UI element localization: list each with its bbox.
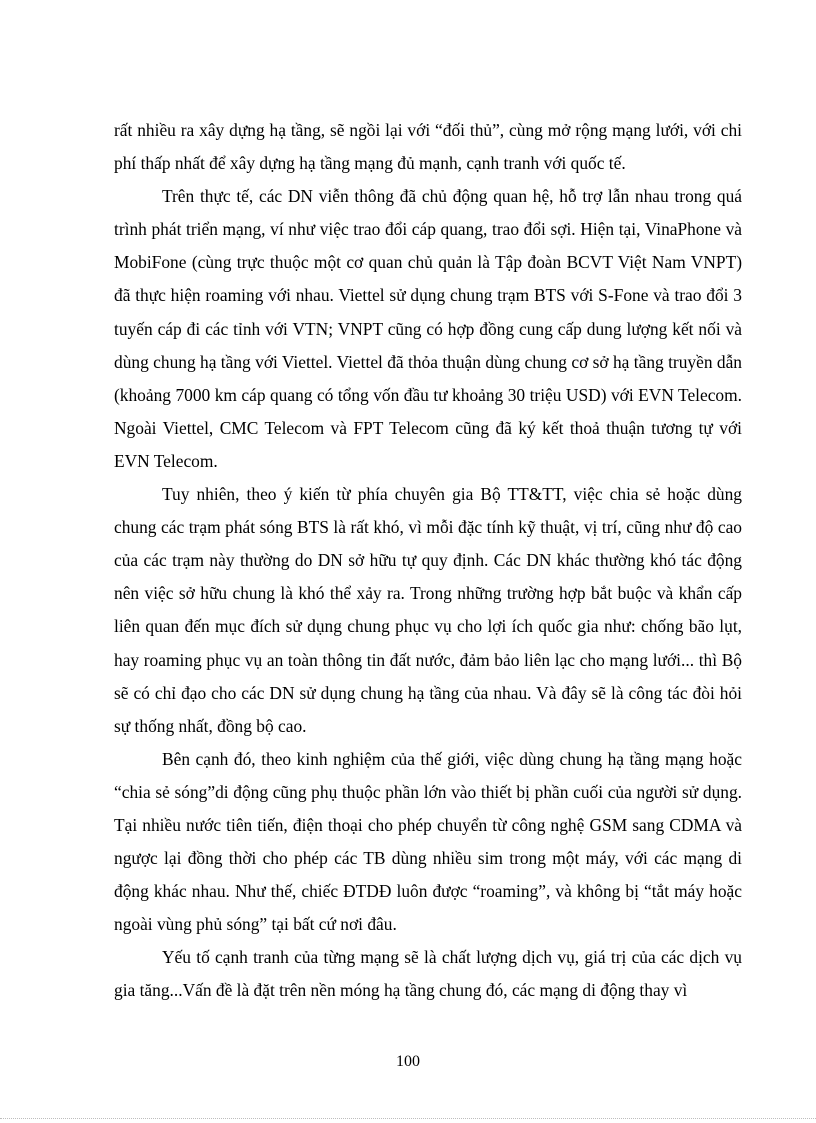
page-number: 100 — [396, 1053, 420, 1070]
paragraph-continuation: rất nhiều ra xây dựng hạ tầng, sẽ ngồi lại với “đối thủ”, cùng mở rộng mạng lưới, với chi phí thấp nhất để xây dựng hạ tầng mạng đủ mạnh, cạnh tranh với quốc tế. — [114, 120, 742, 174]
paragraph-infrastructure-cooperation: Trên thực tế, các DN viễn thông đã chủ động quan hệ, hỗ trợ lẫn nhau trong quá trình phát triển mạng, ví như việc trao đổi cáp quang, trao đổi sợi. Hiện tại, VinaPhone và MobiFone (cùng trực thuộc một cơ quan chủ quản là Tập đoàn BCVT Việt Nam VNPT) đã thực hiện roaming với nhau. Viettel sử dụng chung trạm BTS với S-Fone và trao đổi 3 tuyến cáp đi các tỉnh với VTN; VNPT cũng có hợp đồng cung cấp dung lượng kết nối và dùng chung hạ tầng với Viettel. Viettel đã thỏa thuận dùng chung cơ sở hạ tầng truyền dẫn (khoảng 7000 km cáp quang có tổng vốn đầu tư khoảng 30 triệu USD) với EVN Telecom. Ngoài Viettel, CMC Telecom và FPT Telecom cũng đã ký kết thoả thuận tương tự với EVN Telecom. — [114, 186, 742, 471]
bottom-divider — [0, 1118, 816, 1119]
paragraph-bts-sharing: Tuy nhiên, theo ý kiến từ phía chuyên gia Bộ TT&TT, việc chia sẻ hoặc dùng chung các trạm phát sóng BTS là rất khó, vì mỗi đặc tính kỹ thuật, vị trí, cũng như độ cao của các trạm này thường do DN sở hữu tự quy định. Các DN khác thường khó tác động nên việc sở hữu chung là khó thể xảy ra. Trong những trường hợp bắt buộc và khẩn cấp liên quan đến mục đích sử dụng chung phục vụ cho lợi ích quốc gia như: chống bão lụt, hay roaming phục vụ an toàn thông tin đất nước, đảm bảo liên lạc cho mạng lưới... thì Bộ sẽ có chỉ đạo cho các DN sử dụng chung hạ tầng của nhau. Và đây sẽ là công tác đòi hỏi sự thống nhất, đồng bộ cao. — [114, 484, 742, 736]
paragraph-competition: Yếu tố cạnh tranh của từng mạng sẽ là chất lượng dịch vụ, giá trị của các dịch vụ gia tăng...Vấn đề là đặt trên nền móng hạ tầng chung đó, các mạng di động thay vì — [114, 947, 742, 1001]
paragraph-world-experience: Bên cạnh đó, theo kinh nghiệm của thế giới, việc dùng chung hạ tầng mạng hoặc “chia sẻ sóng”di động cũng phụ thuộc phần lớn vào thiết bị phần cuối của người sử dụng. Tại nhiều nước tiên tiến, điện thoại cho phép chuyển từ công nghệ GSM sang CDMA và ngược lại đồng thời cho phép các TB dùng nhiều sim trong một máy, với các mạng di động khác nhau. Như thế, chiếc ĐTDĐ luôn được “roaming”, và không bị “tắt máy hoặc ngoài vùng phủ sóng” tại bất cứ nơi đâu. — [114, 748, 742, 935]
body-text — [114, 114, 742, 1008]
